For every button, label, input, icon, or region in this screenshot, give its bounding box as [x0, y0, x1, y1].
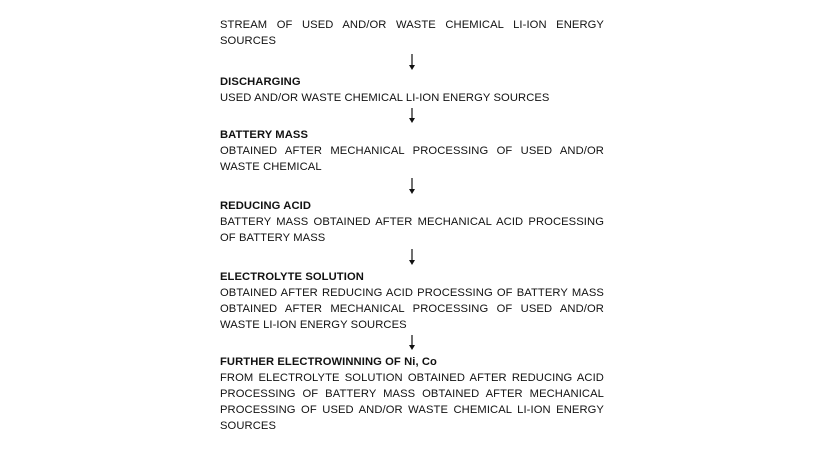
step-electrolyte-solution-title: ELECTROLYTE SOLUTION — [220, 271, 364, 283]
arrow-down-icon — [406, 53, 418, 74]
step-reducing-acid-title: REDUCING ACID — [220, 200, 312, 212]
step-electrowinning — [220, 354, 604, 434]
arrow-down-icon — [406, 247, 418, 269]
step-battery-mass-title: BATTERY MASS — [220, 129, 309, 141]
step-electrowinning-title: FURTHER ELECTROWINNING OF Ni, Co — [220, 356, 437, 368]
step-electrolyte-solution-text: OBTAINED AFTER REDUCING ACID PROCESSING OF BATTERY MASS OBTAINED AFTER MECHANICAL PROCESSING OF USED AND/OR WASTE LI-ION ENERGY SOURCES — [220, 287, 604, 331]
arrow-down-icon — [406, 334, 418, 354]
step-discharging-text: USED AND/OR WASTE CHEMICAL LI-ION ENERGY SOURCES — [220, 92, 550, 104]
step-battery-mass-text: OBTAINED AFTER MECHANICAL PROCESSING OF USED AND/OR WASTE CHEMICAL — [220, 145, 604, 173]
step-reducing-acid-text: BATTERY MASS OBTAINED AFTER MECHANICAL ACID PROCESSING OF BATTERY MASS — [220, 216, 604, 244]
step-discharging-title: DISCHARGING — [220, 76, 301, 88]
arrow-down-icon — [406, 176, 418, 198]
step-battery-mass — [220, 127, 604, 175]
process-flow — [220, 17, 604, 434]
arrow-down-icon — [406, 107, 418, 127]
step-electrolyte-solution — [220, 269, 604, 333]
step-stream — [220, 17, 604, 51]
step-reducing-acid — [220, 198, 604, 246]
step-stream-text: STREAM OF USED AND/OR WASTE CHEMICAL LI-ION ENERGY SOURCES — [220, 19, 604, 47]
step-electrowinning-text: FROM ELECTROLYTE SOLUTION OBTAINED AFTER REDUCING ACID PROCESSING OF BATTERY MASS OBTAINED AFTER MECHANICAL PROCESSING OF USED AND/OR WASTE CHEMICAL LI-ION ENERGY SOURCES — [220, 372, 604, 432]
step-discharging — [220, 74, 604, 106]
